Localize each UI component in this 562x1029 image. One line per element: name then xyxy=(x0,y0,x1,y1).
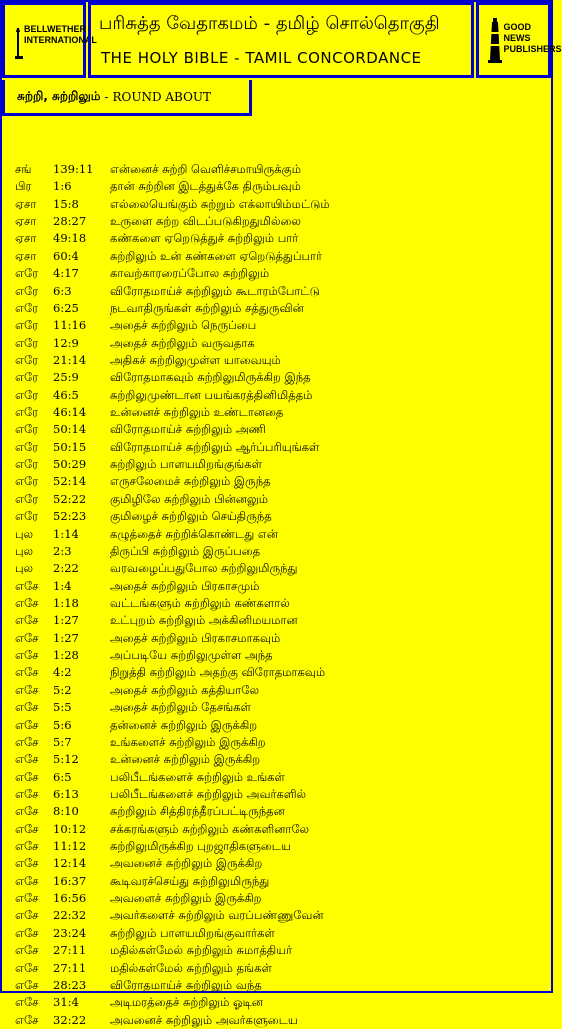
entry-book: எசே xyxy=(15,821,39,836)
entry-text: குமிழிலே சுற்றிலும் பின்னலும் xyxy=(110,491,269,506)
entry-text: விரோதமாகவும் சுற்றிலுமிருக்கிற இந்த xyxy=(110,370,311,385)
entry-book: புல xyxy=(15,526,34,541)
entry-text: விரோதமாய்ச் சுற்றிலும் வந்த xyxy=(110,977,262,992)
entry-reference: 28:27 xyxy=(53,214,87,229)
list-item xyxy=(15,352,545,369)
entry-reference: 6:5 xyxy=(53,769,72,784)
entry-reference: 52:14 xyxy=(53,474,87,489)
entry-reference: 2:3 xyxy=(53,543,72,558)
subject-tamil: சுற்றி, சுற்றிலும் xyxy=(17,88,101,103)
entry-text: அதைச் சுற்றிலும் நெருப்பை xyxy=(110,318,257,333)
list-item xyxy=(15,526,545,543)
list-item xyxy=(15,473,545,490)
list-item xyxy=(15,595,545,612)
entry-book: எரே xyxy=(15,335,39,350)
entry-reference: 8:10 xyxy=(53,804,79,819)
entry-book: எசே xyxy=(15,648,39,663)
list-item xyxy=(15,960,545,977)
entry-book: எசே xyxy=(15,665,39,680)
entry-reference: 5:2 xyxy=(53,682,72,697)
list-item xyxy=(15,890,545,907)
entry-text: வரவழைப்பதுபோல சுற்றிலுமிருந்து xyxy=(110,561,298,576)
entry-reference: 28:23 xyxy=(53,977,87,992)
entry-text: மதில்கள்மேல் சுற்றிலும் தங்கள் xyxy=(110,960,272,975)
entry-book: எசே xyxy=(15,891,39,906)
entry-reference: 2:22 xyxy=(53,561,79,576)
list-item xyxy=(15,317,545,334)
entry-book: எரே xyxy=(15,474,39,489)
entry-text: காவற்காரரைப்போல சுற்றிலும் xyxy=(110,266,270,281)
entry-text: கூடிவரச்செய்து சுற்றிலுமிருந்து xyxy=(110,873,270,888)
entry-text: பலிபீடங்களைச் சுற்றிலும் அவர்களில் xyxy=(110,786,307,801)
entry-book: எரே xyxy=(15,266,39,281)
entry-book: எரே xyxy=(15,370,39,385)
list-item xyxy=(15,751,545,768)
entry-book: ஏசா xyxy=(15,196,37,211)
goodnews-logo-box xyxy=(476,2,562,78)
entry-book: எசே xyxy=(15,682,39,697)
entry-text: அதைச் சுற்றிலும் தேசங்கள் xyxy=(110,700,251,715)
list-item xyxy=(15,213,545,230)
entry-text: உருளை சுற்ற விடப்படுகிறதுமில்லை xyxy=(110,214,301,229)
list-item xyxy=(15,873,545,890)
entry-reference: 46:5 xyxy=(53,387,79,402)
entry-text: விரோதமாய்ச் சுற்றிலும் அணி xyxy=(110,422,266,437)
entry-text: அவர்களைச் சுற்றிலும் வரப்பண்ணுவேன் xyxy=(110,908,324,923)
goodnews-logo-text: GOOD NEWS PUBLISHERS xyxy=(503,22,562,54)
title-box xyxy=(88,2,474,78)
entry-reference: 4:2 xyxy=(53,665,72,680)
entry-text: உட்புறம் சுற்றிலும் அக்கினிமயமான xyxy=(110,613,298,628)
entry-text: உங்களைச் சுற்றிலும் இருக்கிற xyxy=(110,734,266,749)
list-item xyxy=(15,578,545,595)
entry-reference: 10:12 xyxy=(53,821,87,836)
entry-reference: 49:18 xyxy=(53,231,87,246)
entry-book: எசே xyxy=(15,804,39,819)
entry-book: எரே xyxy=(15,405,39,420)
list-item xyxy=(15,300,545,317)
list-item xyxy=(15,682,545,699)
entry-text: அப்படியே சுற்றிலுமுள்ள அந்த xyxy=(110,648,273,663)
entry-reference: 22:32 xyxy=(53,908,87,923)
entry-reference: 60:4 xyxy=(53,248,79,263)
entry-book: எசே xyxy=(15,752,39,767)
title-tamil: பரிசுத்த வேதாகமம் - தமிழ் சொல்தொகுதி xyxy=(99,13,440,34)
list-item xyxy=(15,1012,545,1029)
entry-reference: 139:11 xyxy=(53,162,94,176)
entry-text: பலிபீடங்களைச் சுற்றிலும் உங்கள் xyxy=(110,769,285,784)
entry-text: அதைச் சுற்றிலும் கத்தியாலே xyxy=(110,682,260,697)
list-item xyxy=(15,248,545,265)
entry-reference: 1:27 xyxy=(53,613,79,628)
entry-book: புல xyxy=(15,561,34,576)
list-item xyxy=(15,925,545,942)
entry-reference: 46:14 xyxy=(53,405,87,420)
entry-reference: 1:14 xyxy=(53,526,79,541)
entry-book: எரே xyxy=(15,491,39,506)
entry-book: எசே xyxy=(15,995,39,1010)
entry-book: எசே xyxy=(15,717,39,732)
entry-reference: 32:22 xyxy=(53,1012,87,1027)
entry-text: நிறுத்தி சுற்றிலும் அதற்கு விரோதமாகவும் xyxy=(110,665,326,680)
bellwether-logo xyxy=(14,10,97,70)
list-item xyxy=(15,178,545,195)
entry-book: எசே xyxy=(15,1012,39,1027)
goodnews-logo xyxy=(484,10,562,70)
entry-text: குமிழைச் சுற்றிலும் செய்திருந்த xyxy=(110,509,272,524)
entry-book: எசே xyxy=(15,873,39,888)
list-item xyxy=(15,769,545,786)
entry-reference: 27:11 xyxy=(53,943,87,958)
entry-book: எரே xyxy=(15,422,39,437)
concordance-list xyxy=(15,161,545,1029)
entry-reference: 31:4 xyxy=(53,995,79,1010)
entry-book: எரே xyxy=(15,457,39,472)
entry-text: அதைச் சுற்றிலும் பிரகாசமும் xyxy=(110,578,260,593)
entry-reference: 11:16 xyxy=(53,318,87,333)
entry-reference: 12:9 xyxy=(53,335,79,350)
list-item xyxy=(15,560,545,577)
entry-book: புல xyxy=(15,543,34,558)
entry-book: எரே xyxy=(15,300,39,315)
bellwether-logo-text: BELLWETHER INTERNATIONAL xyxy=(24,24,97,45)
entry-reference: 6:13 xyxy=(53,786,79,801)
entry-book: எசே xyxy=(15,578,39,593)
entry-text: எல்லையெங்கும் சுற்றும் எக்லாயிம்மட்டும் xyxy=(110,196,330,211)
entry-reference: 52:23 xyxy=(53,509,87,524)
entry-text: சுற்றிலும் உன் கண்களை ஏறெடுத்துப்பார் xyxy=(110,248,323,263)
entry-reference: 6:3 xyxy=(53,283,72,298)
entry-book: ஏசா xyxy=(15,214,37,229)
list-item xyxy=(15,456,545,473)
entry-book: எரே xyxy=(15,439,39,454)
entry-text: அவனைச் சுற்றிலும் இருக்கிற xyxy=(110,856,263,871)
entry-text: அவனைச் சுற்றிலும் அவர்களுடைய xyxy=(110,1012,298,1027)
entry-text: விரோதமாய்ச் சுற்றிலும் கூடாரம்போட்டு xyxy=(110,283,320,298)
entry-book: சங் xyxy=(15,162,32,176)
entry-text: தான் சுற்றின இடத்துக்கே திரும்பவும் xyxy=(110,179,301,194)
list-item xyxy=(15,838,545,855)
entry-reference: 1:18 xyxy=(53,595,79,610)
list-item xyxy=(15,283,545,300)
entry-text: அதைச் சுற்றிலும் பிரகாசமாகவும் xyxy=(110,630,281,645)
entry-text: கழுத்தைச் சுற்றிக்கொண்டது என் xyxy=(110,526,278,541)
list-item xyxy=(15,335,545,352)
entry-reference: 16:56 xyxy=(53,891,87,906)
list-item xyxy=(15,265,545,282)
entry-reference: 1:6 xyxy=(53,179,72,194)
entry-reference: 5:6 xyxy=(53,717,72,732)
list-item xyxy=(15,196,545,213)
entry-text: திருப்பி சுற்றிலும் இருப்பதை xyxy=(110,543,261,558)
list-item xyxy=(15,907,545,924)
entry-reference: 1:27 xyxy=(53,630,79,645)
entry-reference: 11:12 xyxy=(53,839,87,854)
entry-reference: 5:5 xyxy=(53,700,72,715)
entry-reference: 27:11 xyxy=(53,960,87,975)
list-item xyxy=(15,977,545,994)
entry-text: அதைச் சுற்றிலும் வருவதாக xyxy=(110,335,255,350)
list-item xyxy=(15,786,545,803)
entry-reference: 23:24 xyxy=(53,925,87,940)
list-item xyxy=(15,699,545,716)
entry-text: சுற்றிலும் பாளயமிறங்குவார்கள் xyxy=(110,925,275,940)
entry-reference: 50:14 xyxy=(53,422,87,437)
entry-book: எசே xyxy=(15,595,39,610)
entry-text: தன்னைச் சுற்றிலும் இருக்கிற xyxy=(110,717,258,732)
entry-book: எரே xyxy=(15,283,39,298)
entry-reference: 52:22 xyxy=(53,491,87,506)
entry-book: ஏசா xyxy=(15,248,37,263)
list-item xyxy=(15,734,545,751)
entry-book: எசே xyxy=(15,908,39,923)
entry-reference: 21:14 xyxy=(53,352,87,367)
list-item xyxy=(15,942,545,959)
list-item xyxy=(15,543,545,560)
entry-reference: 1:28 xyxy=(53,648,79,663)
list-item xyxy=(15,855,545,872)
entry-text: என்னைச் சுற்றி வெளிச்சமாயிருக்கும் xyxy=(110,162,301,176)
entry-text: அவளைச் சுற்றிலும் இருக்கிற xyxy=(110,891,262,906)
entry-book: எசே xyxy=(15,769,39,784)
entry-reference: 6:25 xyxy=(53,300,79,315)
entry-reference: 50:29 xyxy=(53,457,87,472)
list-item xyxy=(15,387,545,404)
entry-reference: 25:9 xyxy=(53,370,79,385)
entry-text: உன்னைச் சுற்றிலும் இருக்கிற xyxy=(110,752,261,767)
list-item xyxy=(15,230,545,247)
entry-book: எசே xyxy=(15,630,39,645)
entry-book: எசே xyxy=(15,700,39,715)
entry-book: எரே xyxy=(15,509,39,524)
subject-separator: - xyxy=(104,89,109,104)
list-item xyxy=(15,821,545,838)
list-item xyxy=(15,439,545,456)
entry-text: மதில்கள்மேல் சுற்றிலும் சுமாத்தியர் xyxy=(110,943,293,958)
entry-text: எருசலேமைச் சுற்றிலும் இருந்த xyxy=(110,474,271,489)
list-item xyxy=(15,994,545,1011)
list-item xyxy=(15,803,545,820)
entry-text: வட்டங்களும் சுற்றிலும் கண்களால் xyxy=(110,595,290,610)
entry-book: பிர xyxy=(15,179,32,194)
subject-heading xyxy=(2,80,252,116)
subject-english: ROUND ABOUT xyxy=(112,89,212,104)
list-item xyxy=(15,491,545,508)
list-item xyxy=(15,647,545,664)
entry-book: எசே xyxy=(15,613,39,628)
entry-text: அதிகச் சுற்றிலுமுள்ள யாவையும் xyxy=(110,352,281,367)
entry-book: ஏசா xyxy=(15,231,37,246)
entry-reference: 5:12 xyxy=(53,752,79,767)
entry-book: எசே xyxy=(15,925,39,940)
entry-book: எரே xyxy=(15,318,39,333)
list-item xyxy=(15,369,545,386)
title-english: THE HOLY BIBLE - TAMIL CONCORDANCE xyxy=(101,49,422,67)
entry-reference: 50:15 xyxy=(53,439,87,454)
list-item xyxy=(15,664,545,681)
entry-text: சக்கரங்களும் சுற்றிலும் கண்களினாலே xyxy=(110,821,310,836)
list-item xyxy=(15,612,545,629)
entry-text: கண்களை ஏறெடுத்துச் சுற்றிலும் பார் xyxy=(110,231,299,246)
entry-reference: 15:8 xyxy=(53,196,79,211)
entry-book: எரே xyxy=(15,387,39,402)
entry-book: எசே xyxy=(15,977,39,992)
entry-reference: 12:14 xyxy=(53,856,87,871)
entry-book: எசே xyxy=(15,856,39,871)
entry-book: எசே xyxy=(15,734,39,749)
list-item xyxy=(15,421,545,438)
bellwether-logo-box xyxy=(2,2,97,78)
entry-book: எசே xyxy=(15,786,39,801)
entry-text: நடவாதிருங்கள் சுற்றிலும் சத்துருவின் xyxy=(110,300,304,315)
entry-text: சுற்றிலுமுண்டான பயங்கரத்தினிமித்தம் xyxy=(110,387,313,402)
entry-text: சுற்றிலும் சித்திரந்தீரப்பட்டிருந்தன xyxy=(110,804,285,819)
entry-reference: 1:4 xyxy=(53,578,72,593)
entry-text: அடிமரத்தைச் சுற்றிலும் ஓடின xyxy=(110,995,263,1010)
entry-book: எசே xyxy=(15,960,39,975)
list-item xyxy=(15,508,545,525)
entry-text: விரோதமாய்ச் சுற்றிலும் ஆர்ப்பரியுங்கள் xyxy=(110,439,320,454)
entry-text: சுற்றிலும் பாளயமிறங்குங்கள் xyxy=(110,457,262,472)
entry-reference: 5:7 xyxy=(53,734,72,749)
entry-book: எசே xyxy=(15,943,39,958)
entry-book: எரே xyxy=(15,352,39,367)
entry-reference: 4:17 xyxy=(53,266,79,281)
list-item xyxy=(15,717,545,734)
list-item xyxy=(15,630,545,647)
list-item xyxy=(15,404,545,421)
entry-book: எசே xyxy=(15,839,39,854)
entry-text: சுற்றிலுமிருக்கிற புறஜாதிகளுடைய xyxy=(110,839,291,854)
entry-text: உன்னைச் சுற்றிலும் உண்டானதை xyxy=(110,405,284,420)
entry-reference: 16:37 xyxy=(53,873,87,888)
list-item xyxy=(15,161,545,178)
